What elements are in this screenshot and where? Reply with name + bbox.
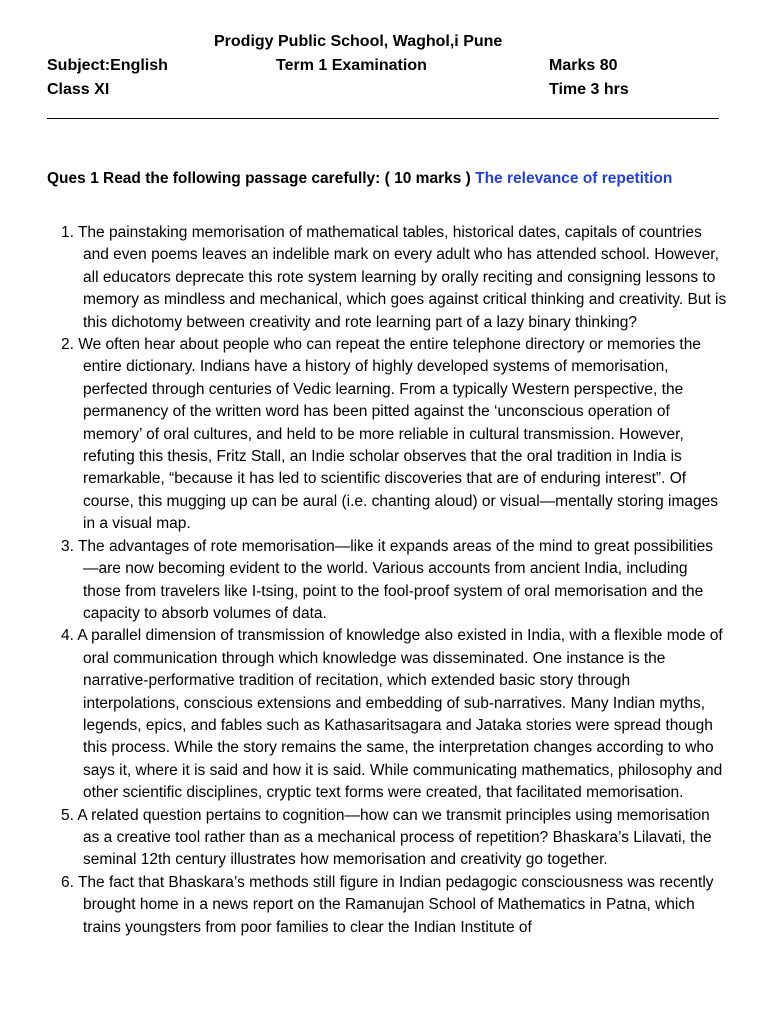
paragraph-text: We often hear about people who can repeat the entire telephone directory or memories the entire dictionary. Indians have a history of highly developed systems of memorisation, perfected through centuries of Vedic learning. From a typically Western perspective, the permanency of the written word has been pitted against the ‘unconscious operation of memory’ of oral cultures, and held to be more reliable in cultural transmission. However, refuting this thesis, Fritz Stall, an Indie scholar observes that the oral tradition in India is remarkable, “because it has led to scientific discoveries that are of enduring interest”. Of course, this mugging up can be aural (i.e. chanting aloud) or visual—mentally storing images in a visual map. xyxy=(78,336,718,533)
paragraph-text: A related question pertains to cognition—how can we transmit principles using memorisation as a creative tool rather than as a mechanical process of repetition? Bhaskara’s Lilavati, the seminal 12th century illustrates how memorisation and creativity go together. xyxy=(77,806,712,869)
passage-paragraph xyxy=(61,222,727,334)
question-label: Ques 1 Read the following passage carefully: ( 10 marks ) xyxy=(47,170,471,187)
passage-paragraph xyxy=(61,625,727,804)
class-label: Class XI xyxy=(47,81,110,98)
subject-label: Subject:English xyxy=(47,57,168,74)
passage-paragraph xyxy=(61,872,727,939)
passage-paragraph xyxy=(61,805,727,872)
header-divider xyxy=(47,118,719,119)
paragraph-number: 1. xyxy=(61,224,74,241)
school-name: Prodigy Public School, Waghol,i Pune xyxy=(214,33,503,50)
paragraph-text: A parallel dimension of transmission of knowledge also existed in India, with a flexible mode of oral communication through which knowledge was disseminated. One instance is the narrative-performative tradition of recitation, which extended basic story through interpolations, conscious extensions and embedding of sub-narratives. Many Indian myths, legends, epics, and fables such as Kathasaritsagara and Jataka stories were spread though this process. While the story remains the same, the interpretation changes according to who says it, where it is said and how it is said. While communicating mathematics, philosophy and other scientific disciplines, cryptic text forms were created, that facilitated memorisation. xyxy=(77,627,723,802)
paragraph-number: 3. xyxy=(61,537,74,555)
paragraph-number: 4. xyxy=(61,627,74,645)
passage-paragraph xyxy=(61,536,727,626)
question-heading xyxy=(47,170,672,188)
paragraph-text: The fact that Bhaskara’s methods still figure in Indian pedagogic consciousness was recently brought home in a news report on the Ramanujan School of Mathematics in Patna, which trains youngsters from poor families to clear the Indian Institute of xyxy=(77,873,714,936)
paragraph-number: 2. xyxy=(61,336,74,354)
paragraph-number: 6. xyxy=(61,873,74,891)
passage xyxy=(61,222,727,939)
paragraph-number: 5. xyxy=(61,806,74,824)
paragraph-text: The advantages of rote memorisation—like it expands areas of the mind to great possibilities—are now becoming evident to the world. Various accounts from ancient India, including those from travelers like I-tsing, point to the fool-proof system of oral memorisation and the capacity to absorb volumes of data. xyxy=(77,537,713,622)
time-label: Time 3 hrs xyxy=(549,81,629,98)
passage-title: The relevance of repetition xyxy=(475,170,673,187)
paragraph-text: The painstaking memorisation of mathematical tables, historical dates, capitals of countries and even poems leaves an indelible mark on every adult who has attended school. However, all educators deprecate this rote system learning by orally reciting and consigning lessons to memory as mindless and mechanical, which goes against critical thinking and creativity. But is this dichotomy between creativity and rote learning part of a lazy binary thinking? xyxy=(77,224,727,331)
exam-title: Term 1 Examination xyxy=(276,57,427,74)
passage-paragraph xyxy=(61,334,727,536)
marks-label: Marks 80 xyxy=(549,57,618,74)
